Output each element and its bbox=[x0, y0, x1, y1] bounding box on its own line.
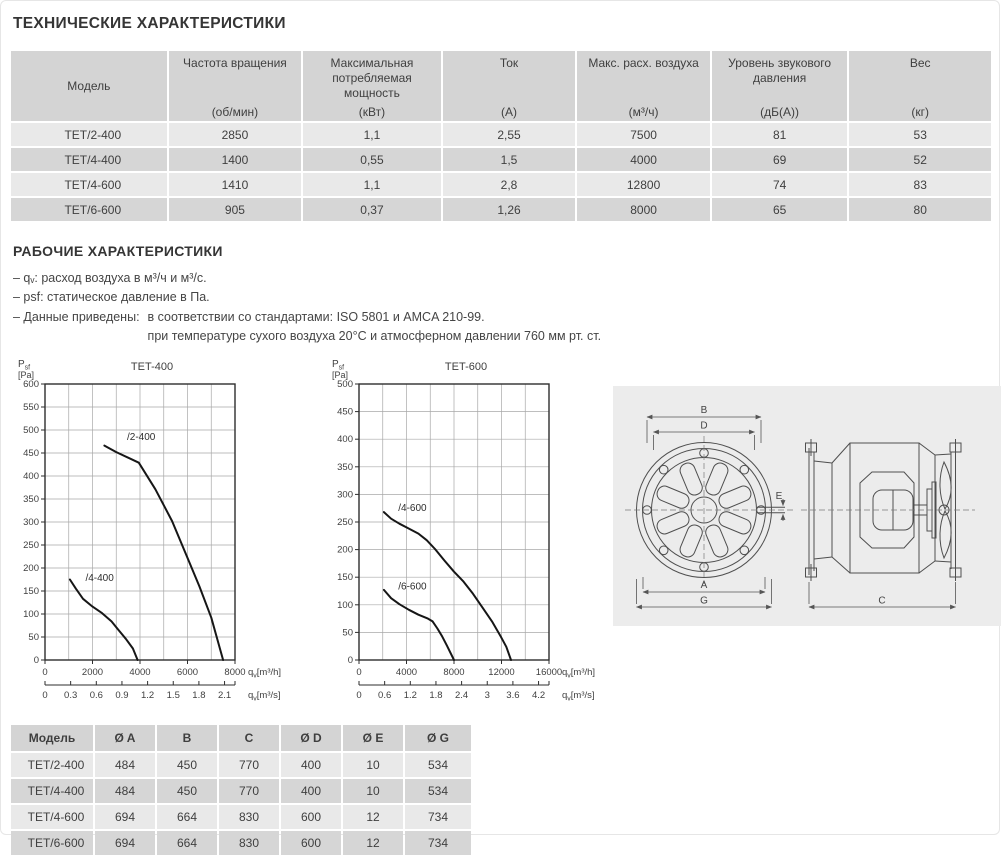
note-qv: – qᵥ: расход воздуха в м³/ч и м³/с. bbox=[13, 271, 207, 285]
spec-column-header: Модель bbox=[11, 51, 167, 121]
note-standards bbox=[13, 308, 991, 347]
model-cell: TET/4-600 bbox=[11, 805, 93, 829]
svg-text:550: 550 bbox=[23, 401, 39, 413]
svg-text:450: 450 bbox=[23, 447, 39, 459]
drawing-panel-background bbox=[613, 386, 1001, 626]
svg-text:500: 500 bbox=[337, 378, 353, 390]
charts-and-drawing-row bbox=[9, 355, 991, 715]
model-cell: TET/4-400 bbox=[11, 779, 93, 803]
value-cell: 2,55 bbox=[443, 123, 576, 146]
svg-text:0: 0 bbox=[42, 666, 48, 678]
dim-label-a: A bbox=[700, 579, 708, 591]
table-row bbox=[11, 831, 471, 855]
value-cell: 734 bbox=[405, 805, 471, 829]
performance-curve bbox=[384, 589, 454, 659]
svg-text:12000: 12000 bbox=[488, 666, 515, 678]
svg-text:8000: 8000 bbox=[224, 666, 246, 678]
value-cell: 450 bbox=[157, 779, 217, 803]
svg-text:500: 500 bbox=[23, 424, 39, 436]
table-row bbox=[11, 805, 471, 829]
svg-text:4000: 4000 bbox=[395, 666, 418, 678]
value-cell: 534 bbox=[405, 753, 471, 777]
svg-text:2000: 2000 bbox=[81, 666, 104, 678]
value-cell: 80 bbox=[849, 198, 991, 221]
svg-text:2.4: 2.4 bbox=[454, 689, 469, 701]
value-cell: 12800 bbox=[577, 173, 710, 196]
value-cell: 8000 bbox=[577, 198, 710, 221]
svg-text:250: 250 bbox=[23, 539, 39, 551]
svg-text:350: 350 bbox=[337, 461, 353, 473]
value-cell: 0,37 bbox=[303, 198, 441, 221]
model-cell: TET/6-600 bbox=[11, 198, 167, 221]
svg-text:qv[m³/h]: $q_v[m^3/h]$ bbox=[562, 666, 596, 679]
value-cell: 65 bbox=[712, 198, 848, 221]
svg-text:qv[m³/s]: $q_v[m^3/s]$ bbox=[248, 689, 281, 702]
svg-text:16000: 16000 bbox=[535, 666, 563, 678]
note-standards-line2: при температуре сухого воздуха 20°C и атмосферном давлении 760 мм рт. ст. bbox=[147, 329, 602, 344]
svg-text:300: 300 bbox=[337, 488, 353, 500]
svg-text:1.2: 1.2 bbox=[403, 689, 417, 701]
spec-column-header: Вес (кг) bbox=[849, 51, 991, 121]
svg-text:3: 3 bbox=[484, 689, 490, 701]
svg-text:0.6: 0.6 bbox=[378, 689, 392, 701]
svg-text:350: 350 bbox=[23, 493, 39, 505]
dim-label-g: G bbox=[700, 595, 708, 606]
svg-text:0.6: 0.6 bbox=[89, 689, 103, 701]
table-row bbox=[11, 148, 991, 171]
value-cell: 81 bbox=[712, 123, 848, 146]
svg-text:1.5: 1.5 bbox=[166, 689, 180, 701]
operating-notes bbox=[13, 269, 991, 347]
value-cell: 7500 bbox=[577, 123, 710, 146]
svg-text:0: 0 bbox=[42, 689, 48, 701]
value-cell: 664 bbox=[157, 805, 217, 829]
model-cell: TET/2-400 bbox=[11, 753, 93, 777]
value-cell: 664 bbox=[157, 831, 217, 855]
value-cell: 534 bbox=[405, 779, 471, 803]
note-standards-label: – Данные приведены: bbox=[13, 309, 140, 324]
svg-text:100: 100 bbox=[23, 608, 39, 620]
note-standards-line1: в соответствии со стандартами: ISO 5801 и AMCA 210-99. bbox=[147, 309, 485, 324]
value-cell: 1,5 bbox=[443, 148, 576, 171]
value-cell: 400 bbox=[281, 753, 341, 777]
svg-text:1.8: 1.8 bbox=[429, 689, 443, 701]
value-cell: 2850 bbox=[169, 123, 302, 146]
svg-text:4000: 4000 bbox=[129, 666, 151, 678]
svg-text:0: 0 bbox=[356, 689, 362, 701]
model-cell: TET/6-600 bbox=[11, 831, 93, 855]
table-row bbox=[11, 198, 991, 221]
svg-text:250: 250 bbox=[337, 516, 353, 528]
value-cell: 600 bbox=[281, 831, 341, 855]
svg-text:[Pa]: [Pa] bbox=[332, 369, 349, 380]
y-axis-label: $P_{sf}$ bbox=[332, 358, 345, 371]
dim-label-b: B bbox=[700, 404, 708, 416]
value-cell: 1,26 bbox=[443, 198, 576, 221]
dim-column-header: Ø A bbox=[95, 725, 155, 751]
value-cell: 69 bbox=[712, 148, 848, 171]
value-cell: 10 bbox=[343, 753, 403, 777]
dim-column-header: Ø D bbox=[281, 725, 341, 751]
value-cell: 694 bbox=[95, 831, 155, 855]
value-cell: 905 bbox=[169, 198, 302, 221]
svg-text:150: 150 bbox=[23, 585, 39, 597]
svg-text:300: 300 bbox=[23, 516, 39, 528]
svg-text:[Pa]: [Pa] bbox=[18, 369, 35, 380]
dim-column-header: Модель bbox=[11, 725, 93, 751]
value-cell: 734 bbox=[405, 831, 471, 855]
curve-label: /4-600 bbox=[398, 502, 427, 514]
value-cell: 830 bbox=[219, 831, 279, 855]
svg-text:50: 50 bbox=[342, 626, 353, 638]
svg-text:1.8: 1.8 bbox=[192, 689, 206, 701]
dim-column-header: Ø E bbox=[343, 725, 403, 751]
svg-text:6000: 6000 bbox=[176, 666, 199, 678]
svg-text:0.9: 0.9 bbox=[115, 689, 129, 701]
value-cell: 450 bbox=[157, 753, 217, 777]
performance-curve bbox=[70, 579, 138, 660]
note-psf: – psf: статическое давление в Па. bbox=[13, 290, 210, 305]
svg-text:0: 0 bbox=[33, 654, 39, 666]
value-cell: 694 bbox=[95, 805, 155, 829]
curve-label: /2-400 bbox=[127, 431, 156, 443]
table-row bbox=[11, 779, 471, 803]
performance-chart-tet-600 bbox=[325, 355, 625, 713]
value-cell: 1400 bbox=[169, 148, 302, 171]
section-title-operating: РАБОЧИЕ ХАРАКТЕРИСТИКИ bbox=[13, 243, 223, 259]
svg-text:3.6: 3.6 bbox=[506, 689, 520, 701]
svg-text:1.2: 1.2 bbox=[140, 689, 155, 701]
value-cell: 83 bbox=[849, 173, 991, 196]
svg-text:8000: 8000 bbox=[443, 666, 465, 678]
value-cell: 830 bbox=[219, 805, 279, 829]
value-cell: 770 bbox=[219, 753, 279, 777]
spec-column-header: Ток (А) bbox=[443, 51, 576, 121]
table-row bbox=[11, 123, 991, 146]
svg-text:qv[m³/s]: $q_v[m^3/s]$ bbox=[562, 689, 595, 702]
spec-column-header: Уровень звукового давления (дБ(А)) bbox=[712, 51, 848, 121]
spec-table bbox=[9, 49, 993, 223]
svg-text:450: 450 bbox=[337, 406, 353, 418]
svg-text:200: 200 bbox=[23, 562, 39, 574]
page-title: ТЕХНИЧЕСКИЕ ХАРАКТЕРИСТИКИ bbox=[13, 15, 286, 32]
spec-column-header: Макс. расх. воздуха (м³/ч) bbox=[577, 51, 710, 121]
svg-text:4.2: 4.2 bbox=[531, 689, 546, 701]
performance-chart-tet-400 bbox=[11, 355, 311, 713]
dim-label-d: D bbox=[700, 420, 708, 431]
value-cell: 600 bbox=[281, 805, 341, 829]
value-cell: 0,55 bbox=[303, 148, 441, 171]
value-cell: 1410 bbox=[169, 173, 302, 196]
svg-text:400: 400 bbox=[337, 433, 353, 445]
table-row bbox=[11, 173, 991, 196]
svg-text:0.3: 0.3 bbox=[64, 689, 78, 701]
chart-svg bbox=[11, 355, 311, 708]
chart-svg bbox=[325, 355, 625, 708]
svg-text:200: 200 bbox=[337, 544, 353, 556]
y-axis-label: $P_{sf}$ bbox=[18, 358, 31, 371]
dimensions-table-header-row bbox=[11, 725, 471, 751]
curve-label: /4-400 bbox=[85, 572, 114, 584]
model-cell: TET/4-400 bbox=[11, 148, 167, 171]
value-cell: 52 bbox=[849, 148, 991, 171]
model-cell: TET/4-600 bbox=[11, 173, 167, 196]
value-cell: 400 bbox=[281, 779, 341, 803]
dimensions-table bbox=[9, 723, 473, 857]
value-cell: 484 bbox=[95, 753, 155, 777]
svg-text:2.1: 2.1 bbox=[217, 689, 232, 701]
dim-column-header: B bbox=[157, 725, 217, 751]
fan-drawing-svg bbox=[613, 386, 1001, 626]
table-row bbox=[11, 753, 471, 777]
svg-text:100: 100 bbox=[337, 599, 353, 611]
value-cell: 770 bbox=[219, 779, 279, 803]
chart-title: TET-400 bbox=[130, 360, 174, 373]
chart-title: TET-600 bbox=[444, 360, 488, 373]
value-cell: 2,8 bbox=[443, 173, 576, 196]
dim-column-header: C bbox=[219, 725, 279, 751]
value-cell: 10 bbox=[343, 779, 403, 803]
value-cell: 12 bbox=[343, 831, 403, 855]
value-cell: 4000 bbox=[577, 148, 710, 171]
value-cell: 1,1 bbox=[303, 173, 441, 196]
svg-text:qv[m³/h]: $q_v[m^3/h]$ bbox=[248, 666, 282, 679]
fan-technical-drawing bbox=[613, 386, 1001, 626]
dim-column-header: Ø G bbox=[405, 725, 471, 751]
spec-column-header: Максимальная потребляемая мощность (кВт) bbox=[303, 51, 441, 121]
value-cell: 74 bbox=[712, 173, 848, 196]
spec-column-header: Частота вращения (об/мин) bbox=[169, 51, 302, 121]
spec-table-header-row bbox=[11, 51, 991, 121]
svg-text:0: 0 bbox=[356, 666, 362, 678]
value-cell: 484 bbox=[95, 779, 155, 803]
svg-text:150: 150 bbox=[337, 571, 353, 583]
svg-text:400: 400 bbox=[23, 470, 39, 482]
svg-text:50: 50 bbox=[28, 631, 39, 643]
svg-text:600: 600 bbox=[23, 378, 39, 390]
model-cell: TET/2-400 bbox=[11, 123, 167, 146]
value-cell: 53 bbox=[849, 123, 991, 146]
svg-text:0: 0 bbox=[347, 654, 353, 666]
curve-label: /6-600 bbox=[398, 580, 427, 592]
value-cell: 1,1 bbox=[303, 123, 441, 146]
value-cell: 12 bbox=[343, 805, 403, 829]
dim-label-c: C bbox=[878, 595, 886, 606]
dim-label-e: E bbox=[775, 490, 783, 502]
